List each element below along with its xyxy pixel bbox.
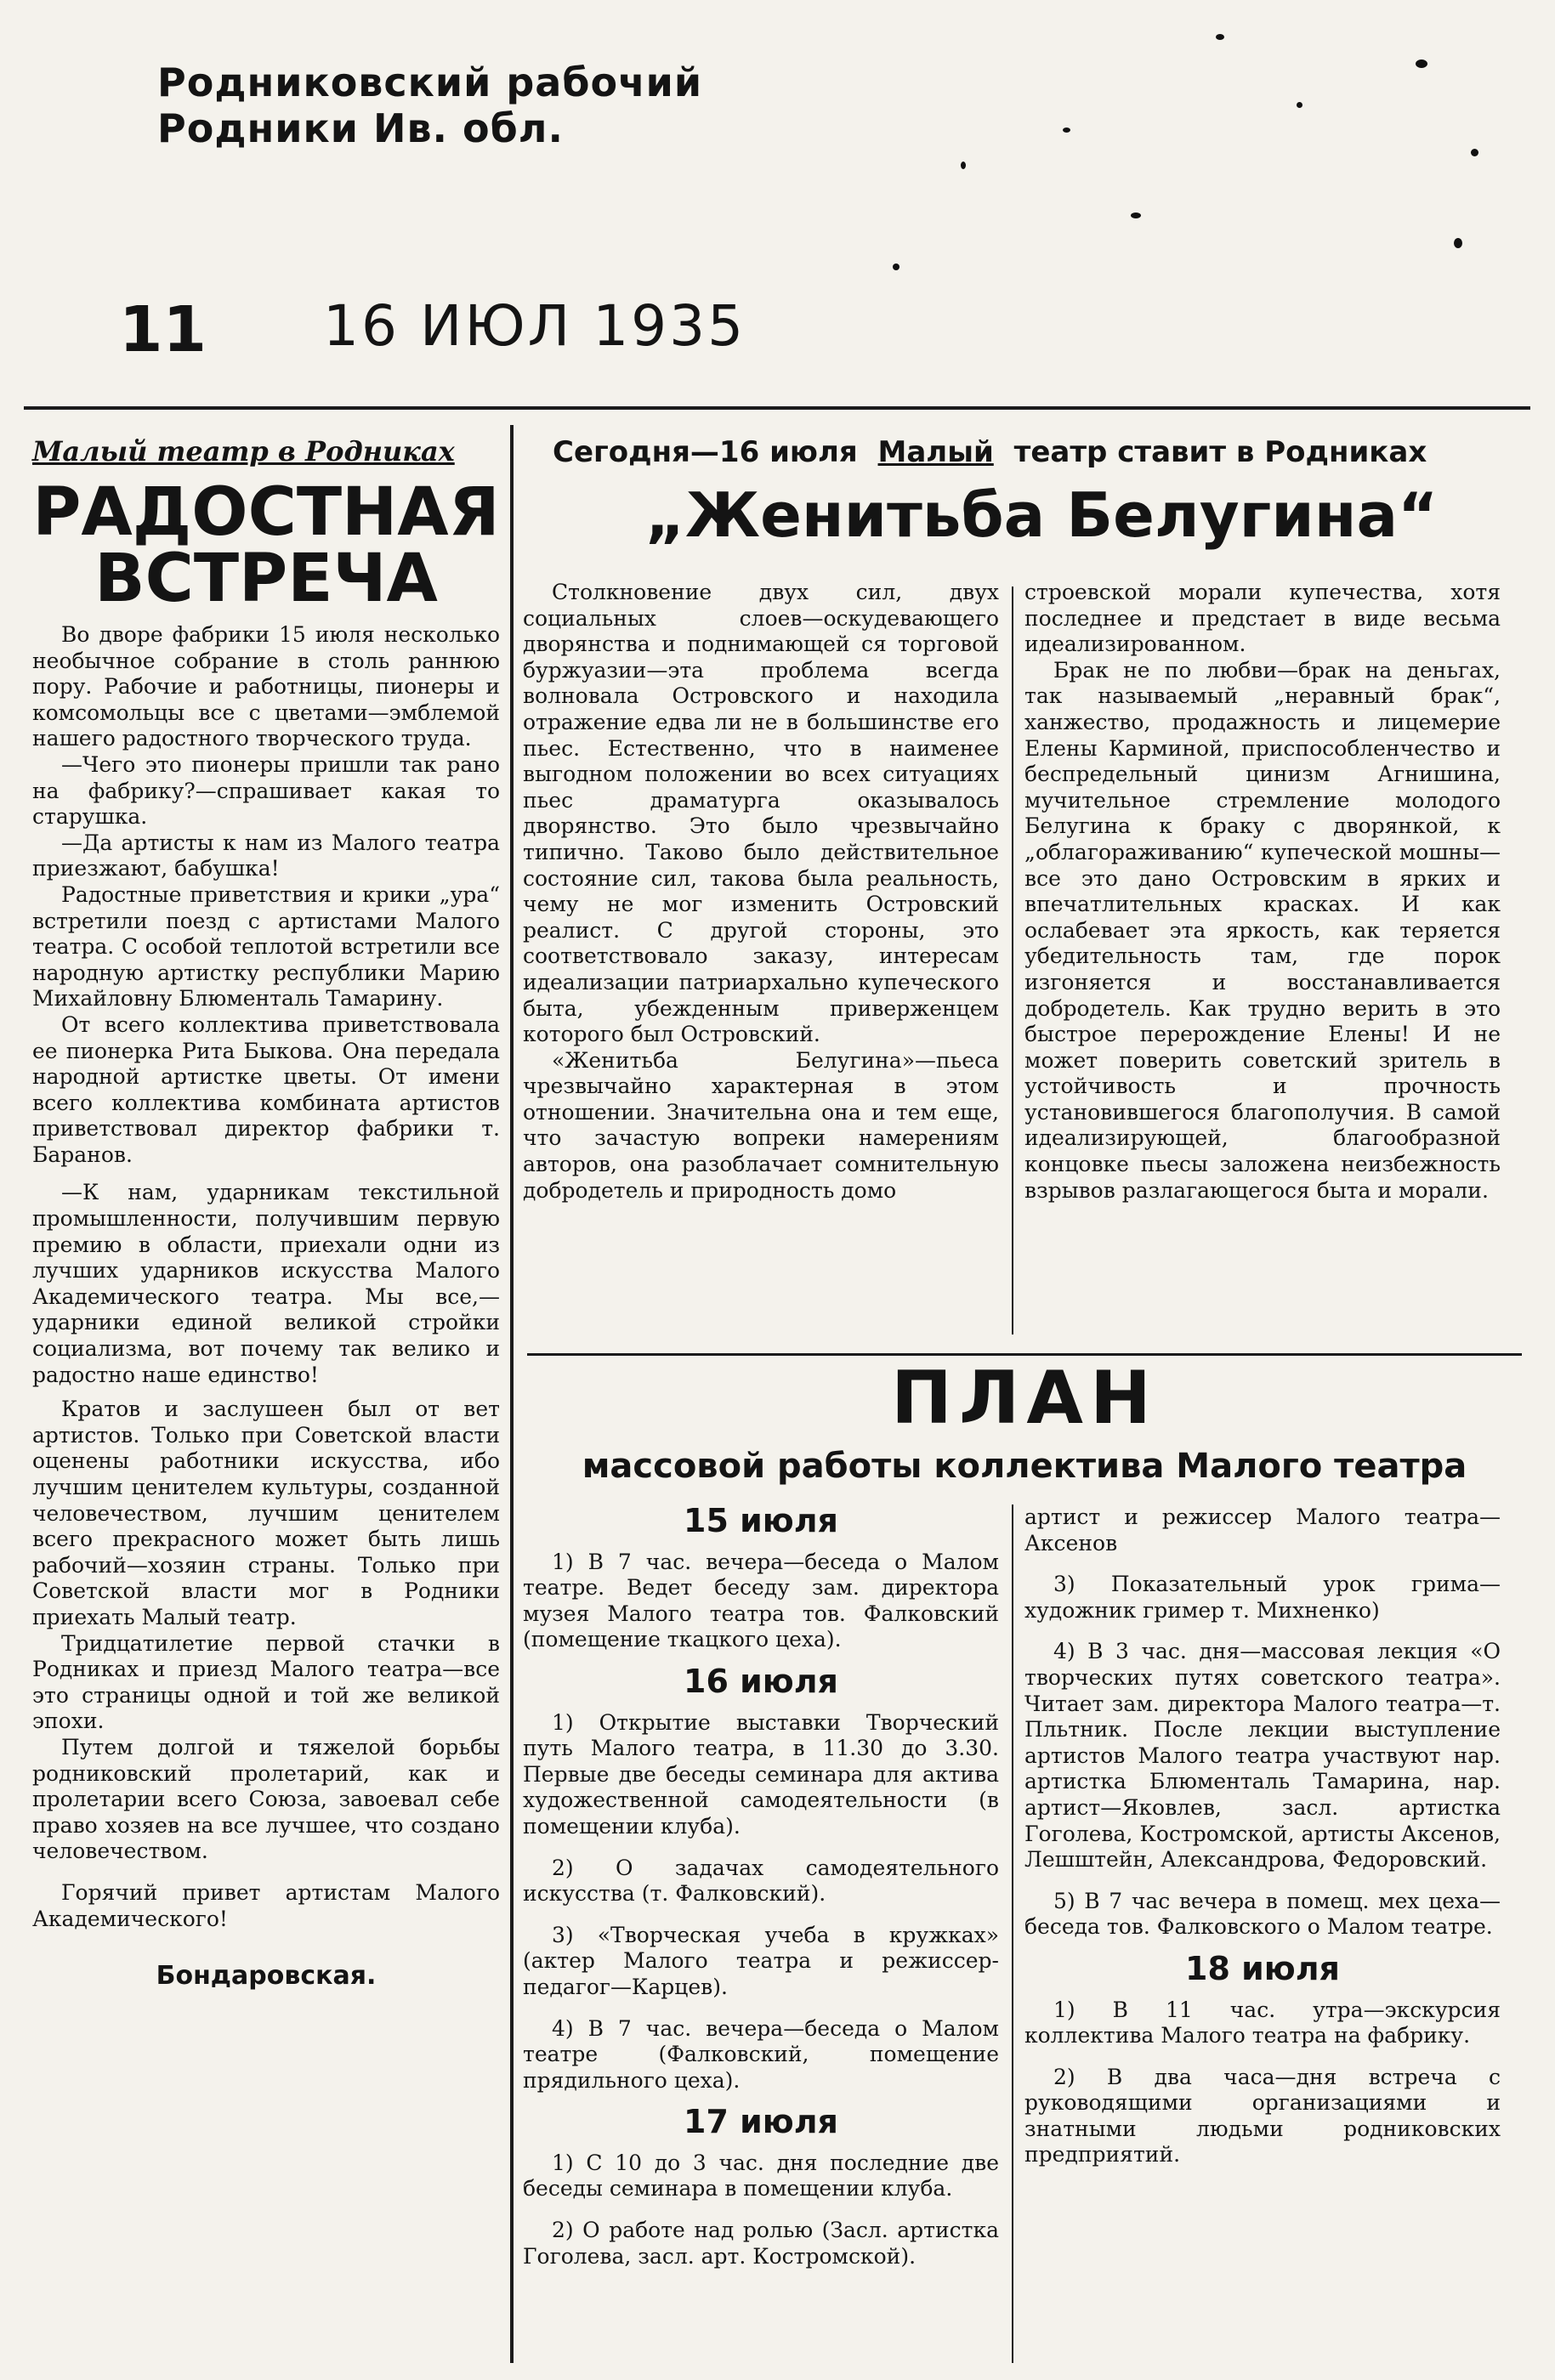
plan-day-title: 16 июля — [684, 1662, 838, 1700]
plan-day-title: 17 июля — [684, 2103, 838, 2141]
plan-day-title: 15 июля — [684, 1502, 838, 1539]
plan-item: 1) Открытие выставки Творческий путь Малого театра, в 11.30 до 3.30. Первые две беседы семинара для актива художественной самодеятельности (в помещении клуба). — [523, 1709, 999, 1839]
issue-date: 16 ИЮЛ 1935 — [323, 293, 746, 359]
paragraph: Путем долгой и тяжелой борьбы родниковский пролетарий, как и пролетарии всего Союза, завоевал себе право хозяев на все лучшее, что создано человечеством. — [32, 1734, 500, 1864]
right-kicker-b: Малый — [877, 435, 994, 469]
right-kicker-a: Сегодня—16 июля — [553, 435, 858, 469]
paragraph: —К нам, ударникам текстильной промышленности, получившим первую премию в области, приехали одни из лучших ударников искусства Малого Академического театра. Мы все,—ударники единой великой стройки социализма, вот почему так велико и радостно наше единство! — [32, 1180, 500, 1387]
plan-item: 1) С 10 до 3 час. дня последние две беседы семинара в помещении клуба. — [523, 2150, 999, 2202]
plan-col-divider — [1012, 1504, 1013, 2363]
right-kicker — [553, 435, 1530, 469]
column-divider — [510, 425, 514, 2363]
paragraph: —Да артисты к нам из Малого театра приезжают, бабушка! — [32, 830, 500, 881]
paragraph: Тридцатилетие первой стачки в Родниках и приезд Малого театра—все это страницы одной и той же великой эпохи. — [32, 1630, 500, 1734]
plan-item: 4) В 3 час. дня—массовая лекция «О творческих путях советского театра». Читает зам. директора Малого театра—т. Пльтник. После лекции выступление артистов Малого театра участвуют нар. артистка Блюменталь Тамарина, нар. артист—Яковлев, засл. артистка Гоголева, Костромской, артисты Аксенов, Лешштейн, Александрова, Федоровский. — [1024, 1639, 1501, 1873]
plan-item: 3) Показательный урок грима—художник гример т. Михненко) — [1024, 1572, 1501, 1623]
plan-left-col — [523, 1496, 999, 2285]
right-kicker-c: театр ставит в Родниках — [1013, 435, 1427, 469]
stamp-line-2: Родники Ив. обл. — [157, 105, 564, 151]
left-signature: Бондаровская. — [156, 1961, 377, 1992]
plan-item: 2) В два часа—дня встреча с руководящими организациями и знатными людьми родниковских предприятий. — [1024, 2064, 1501, 2168]
publication-stamp — [157, 60, 702, 151]
plan-subtitle: массовой работы коллектива Малого театра — [582, 1447, 1467, 1486]
right-article-col1 — [523, 580, 999, 1204]
top-rule — [24, 406, 1530, 410]
issue-number: 11 — [119, 293, 207, 366]
paragraph: Брак не по любви—брак на деньгах, так называемый „неравный брак“, ханжество, продажность и лицемерие Елены Карминой, приспособленчество и беспредельный цинизм Агнишина, мучительное стремление молодого Белугина к браку с дворянкой, к „облагораживанию“ купеческой мошны—все это дано Островским в ярких и впечатлительных красках. И как ослабевает эта яркость, как теряется убедительность там, где порок изгоняется и восстанавливается добродетель. Как трудно верить в это быстрое перерождение Елены! И не может поверить советский зритель в устойчивость и прочность установившегося благополучия. В самой идеализирующей, благообразной концовке пьесы заложена неизбежность взрывов разлагающегося быта и морали. — [1024, 657, 1501, 1203]
left-headline: РАДОСТНАЯ ВСТРЕЧА — [32, 474, 500, 617]
left-kicker: Малый театр в Родниках — [32, 435, 455, 468]
paragraph: Во дворе фабрики 15 июля несколько необычное собрание в столь раннюю пору. Рабочие и работницы, пионеры и комсомольцы все с цветами—эмблемой нашего радостного творческого труда. — [32, 622, 500, 751]
plan-day-title: 18 июля — [1185, 1949, 1340, 1987]
right-headline: „Женитьба Белугина“ — [644, 479, 1439, 551]
right-article — [553, 435, 1530, 570]
stamp-line-1: Родниковский рабочий — [157, 60, 703, 105]
plan-item: артист и режиссер Малого театра—Аксенов — [1024, 1504, 1501, 1556]
paragraph: строевской морали купечества, хотя последнее и предстает в виде весьма идеализированном. — [1024, 580, 1501, 657]
paragraph: Радостные приветствия и крики „ура“ встретили поезд с артистами Малого театра. С особой теплотой встретили все народную артистку республики Марию Михайловну Блюменталь Тамарину. — [32, 881, 500, 1012]
plan-headline: ПЛАН — [891, 1356, 1158, 1441]
plan-item: 1) В 11 час. утра—экскурсия коллектива Малого театра на фабрику. — [1024, 1997, 1501, 2048]
plan-item: 2) О работе над ролью (Засл. артистка Гоголева, засл. арт. Костромской). — [523, 2218, 999, 2269]
left-article — [32, 435, 500, 1991]
plan-item: 1) В 7 час. вечера—беседа о Малом театре. Ведет беседу зам. директора музея Малого театра тов. Фалковский (помещение ткацкого цеха). — [523, 1549, 999, 1652]
paragraph: Столкновение двух сил, двух социальных слоев—оскудевающего дворянства и поднимающей ся торговой буржуазии—эта проблема всегда волновала Островского и находила отражение едва ли не в большинстве его пьес. Естественно, что в наименее выгодном положении во всех ситуациях пьес драматурга оказывалось дворянство. Это было чрезвычайно типично. Таково было действительное состояние сил, такова была реальность, чему не мог изменить Островский реалист. С другой стороны, это соответствовало заказу, интересам идеализации патриархально купеческого быта, убежденным приверженцем которого был Островский. — [523, 580, 999, 1047]
right-col-divider — [1012, 586, 1013, 1334]
paragraph: От всего коллектива приветствовала ее пионерка Рита Быкова. Она передала народной артистке цветы. От имени всего коллектива комбината артистов приветствовал директор фабрики т. Баранов. — [32, 1012, 500, 1167]
plan-item: 2) О задачах самодеятельного искусства (т. Фалковский). — [523, 1855, 999, 1907]
paragraph: Горячий привет артистам Малого Академического! — [32, 1879, 500, 1931]
right-article-col2 — [1024, 580, 1501, 1204]
plan-item: 3) «Творческая учеба в кружках» (актер Малого театра и режиссер-педагог—Карцев). — [523, 1922, 999, 1999]
plan-item: 5) В 7 час вечера в помещ. мех цеха—беседа тов. Фалковского о Малом театре. — [1024, 1888, 1501, 1940]
paragraph: Кратов и заслушеен был от вет артистов. Только при Советской власти оценены работники искусства, ибо лучшим ценителем культуры, созданной человечеством, лучшим ценителем всего прекрасного может быть лишь рабочий—хозяин страны. Только при Советской власти мог в Родники приехать Малый театр. — [32, 1397, 500, 1629]
paragraph: —Чего это пионеры пришли так рано на фабрику?—спрашивает какая то старушка. — [32, 751, 500, 830]
paragraph: «Женитьба Белугина»—пьеса чрезвычайно характерная в этом отношении. Значительна она и тем еще, что зачастую вопреки намерениям авторов, она разоблачает сомнительную добродетель и природность домо — [523, 1047, 999, 1203]
plan-right-col — [1024, 1504, 1501, 2184]
plan-item: 4) В 7 час. вечера—беседа о Малом театре (Фалковский, помещение прядильного цеха). — [523, 2015, 999, 2093]
left-body — [32, 622, 500, 1932]
